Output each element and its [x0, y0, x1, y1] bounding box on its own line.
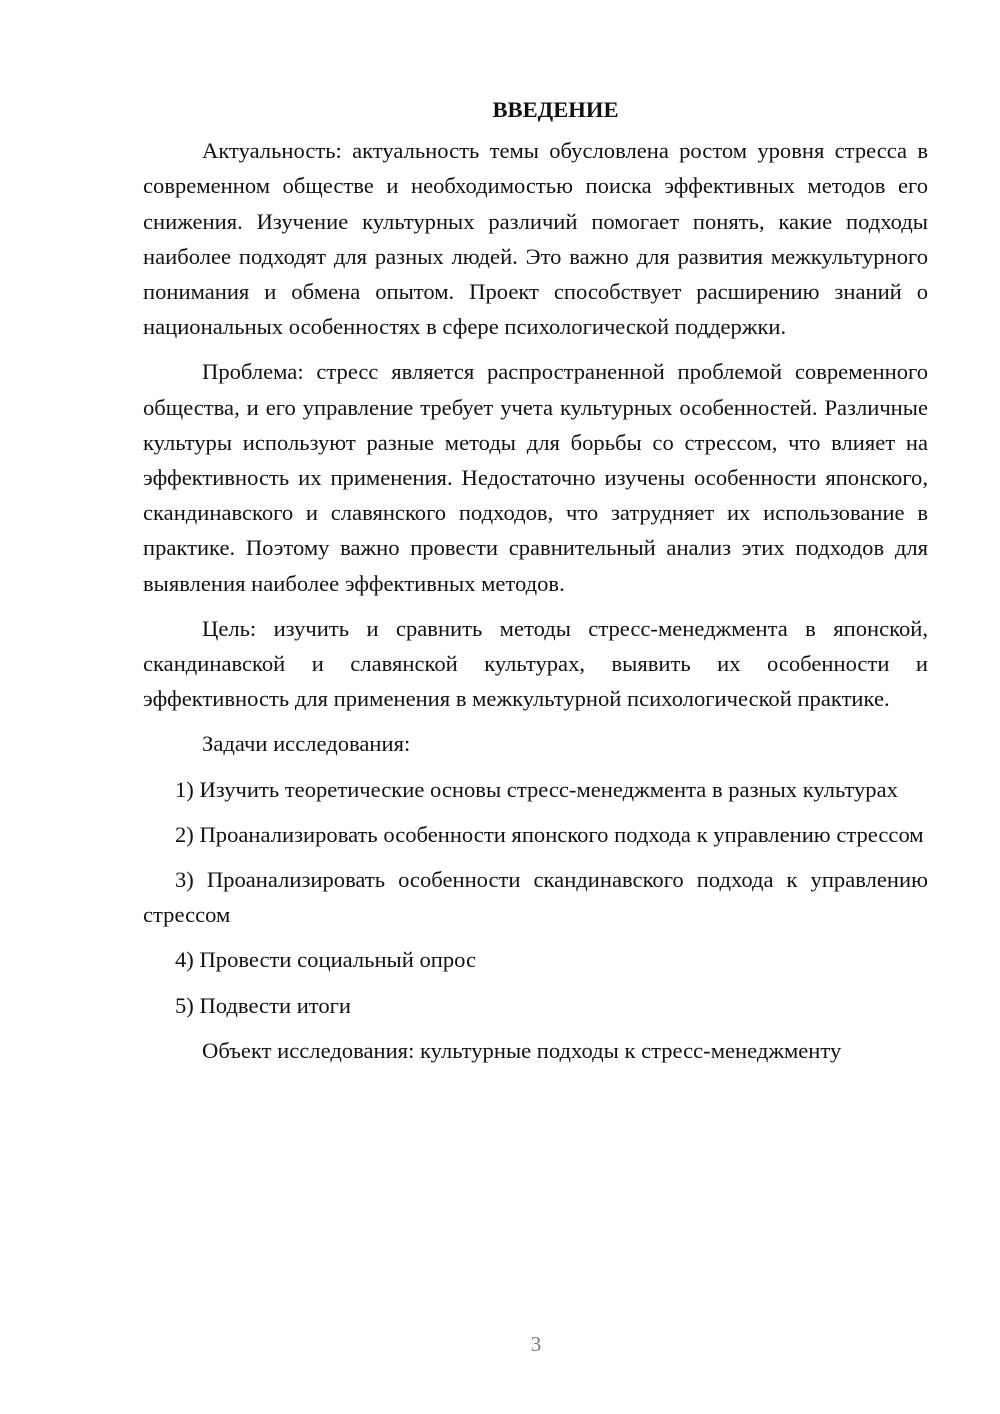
section-heading: ВВЕДЕНИЕ: [492, 97, 619, 122]
page-number: 3: [530, 1332, 542, 1356]
task-item: 3) Проанализировать особенности скандинавского подхода к управлению стрессом: [143, 867, 928, 928]
task-item: 5) Подвести итоги: [175, 992, 352, 1018]
goal-paragraph: Цель: изучить и сравнить методы стресс-менеджмента в японской, скандинавской и славянской культурах, выявить их особенности и эффективность для применения в межкультурной психологической практике.: [143, 615, 928, 712]
page-content: [143, 92, 928, 1078]
problem-paragraph: Проблема: стресс является распространенной проблемой современного общества, и его управление требует учета культурных особенностей. Различные культуры используют разные методы для борьбы со стрессом, что влияет на эффективность их применения. Недостаточно изучены особенности японского, скандинавского и славянского подходов, что затрудняет их использование в практике. Поэтому важно провести сравнительный анализ этих подходов для выявления наиболее эффективных методов.: [143, 359, 928, 596]
object-paragraph: Объект исследования: культурные подходы к стресс-менеджменту: [202, 1037, 842, 1063]
relevance-paragraph: Актуальность: актуальность темы обусловлена ростом уровня стресса в современном обществе и необходимостью поиска эффективных методов его снижения. Изучение культурных различий помогает понять, какие подходы наиболее подходят для разных людей. Это важно для развития межкультурного понимания и обмена опытом. Проект способствует расширению знаний о национальных особенностях в сфере психологической поддержки.: [143, 138, 928, 340]
task-item: 1) Изучить теоретические основы стресс-менеджмента в разных культурах: [175, 776, 898, 802]
tasks-heading: Задачи исследования:: [202, 731, 411, 757]
task-item: 4) Провести социальный опрос: [175, 947, 477, 973]
task-item: 2) Проанализировать особенности японского подхода к управлению стрессом: [175, 821, 924, 847]
